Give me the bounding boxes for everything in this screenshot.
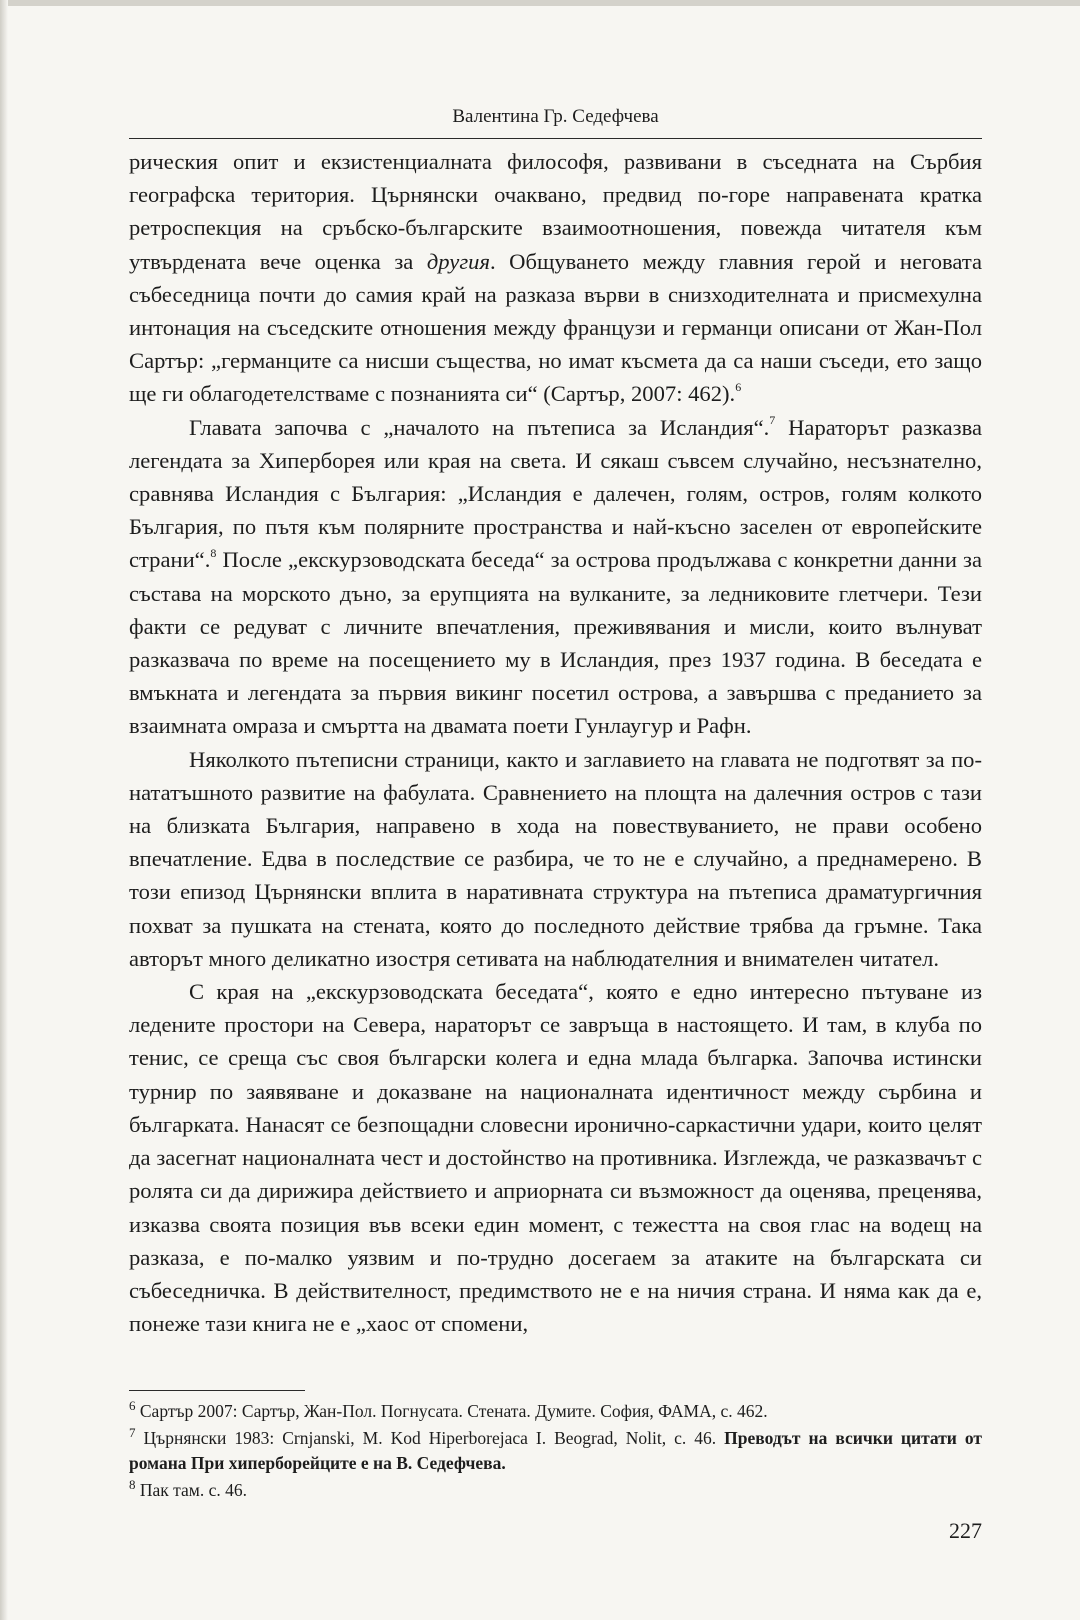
footnote-number: 6 — [129, 1398, 136, 1414]
running-header: Валентина Гр. Седефчева — [452, 106, 659, 127]
footnote-rule — [129, 1390, 305, 1391]
paragraph-1-text-b: . Общуването между главния герой и неговата събеседница почти до самия край на разказа върви в снизходителната и присмехулна интонация на съседските отношения между французи и германци описани от Жан-Пол Сартър: „германците са нисши същества, но имат късмета да са наши съседи, ето защо ще ги облагодетелстваме с познанията си“ (Сартър, 2007: 462). — [129, 248, 983, 407]
scan-edge-top — [0, 0, 1080, 6]
scan-edge-left — [0, 0, 8, 1620]
footnote-ref-8[interactable]: 8 — [210, 545, 217, 560]
emphasis-other: другия — [426, 248, 490, 274]
paragraph-2-text-a: Главата започва с „началото на пътеписа за Исландия“. — [189, 414, 770, 440]
footnote-6 — [129, 1399, 982, 1424]
footnote-ref-7[interactable]: 7 — [769, 413, 776, 428]
paragraph-3: Няколкото пътеписни страници, както и заглавието на главата не подготвят за по-нататъшното развитие на фабулата. Сравнението на площта на далечния остров с тази на близката България, направено в хода на повествуванието, не прави особено впечатление. Едва в последствие се разбира, че то не е случайно, а преднамерено. В този епизод Църнянски вплита в наративната структура на пътеписа драматургичния похват за пушката на стената, която до последното действие трябва да гръмне. Така авторът много деликатно изостря сетивата на наблюдателния и внимателен читател. — [129, 746, 982, 971]
body-text — [129, 145, 982, 1340]
footnotes — [129, 1390, 982, 1505]
paragraph-1 — [129, 145, 982, 411]
footnote-text: Църнянски 1983: Crnjanski, M. Kod Hiperborejaca I. Beograd, Nolit, с. 46. — [143, 1428, 725, 1448]
footnote-8 — [129, 1478, 982, 1503]
footnote-ref-6[interactable]: 6 — [735, 379, 742, 394]
paragraph-1-text-a: рическия опит и екзистенциалната философя, развивани в съседната на Сърбия географска територия. Църнянски очаквано, предвид по-горе направената кратка ретроспекция на сръбско-българските взаимоотношения, повежда читателя към утвърдената вече оценка за — [129, 149, 982, 274]
paragraph-2-text-c: После „екскурзоводската беседа“ за острова продължава с конкретни данни за състава на морското дъно, за ерупцията на вулканите, за ледниковите глетчери. Тези факти се редуват с личните впечатления, преживявания и мисли, които вълнуват разказвача по време на посещението му в Исландия, през 1937 година. В беседата е вмъкната и легендата за първия викинг посетил острова, а завършва с преданието за взаимната омраза и смъртта на двамата поети Гунлаугур и Рафн. — [129, 547, 982, 739]
footnote-number: 8 — [129, 1477, 136, 1493]
footnote-number: 7 — [129, 1425, 136, 1441]
page-number: 227 — [949, 1518, 982, 1543]
footnote-text: Сартър 2007: Сартър, Жан-Пол. Погнусата. Стената. Думите. София, ФАМА, с. 462. — [139, 1401, 768, 1421]
book-page — [129, 100, 983, 1543]
footnote-bold-note: Преводът на всички цитати от романа При хиперборейците е на В. Седефчева. — [129, 1428, 983, 1473]
header-rule — [129, 138, 982, 139]
footnote-7 — [129, 1426, 982, 1476]
footnote-text: Пак там. с. 46. — [139, 1480, 248, 1500]
paragraph-2-text-b: Нараторът разказва легендата за Хиперборея или края на света. И сякаш съвсем случайно, несъзнателно, сравнява Исландия с България: „Исландия е далечен, голям, остров, голям колкото България, по пътя към полярните пространства и най-късно заселен от европейските страни“. — [129, 414, 982, 573]
paragraph-4: С края на „екскурзоводската беседата“, която е едно интересно пътуване из ледените простори на Севера, нараторът се завръща в настоящето. И там, в клуба по тенис, се среща със своя български колега и една млада българка. Започва истински турнир по заявяване и доказване на националната идентичност между сърбина и българката. Нанасят се безпощадни словесни иронично-саркастични удари, които целят да засегнат националната чест и достойнство на противника. Изглежда, че разказвачът с ролята си да дирижира действието и априорната си възможност да оценява, преценява, изказва своята позиция във всеки един момент, с тежестта на своя глас на водещ на разказа, е по-малко уязвим и по-трудно досегаем за атаките на българската си събеседничка. В действителност, предимството не е на ничия страна. И няма как да е, понеже тази книга не е „хаос от спомени, — [129, 979, 982, 1337]
paragraph-2 — [129, 411, 982, 743]
